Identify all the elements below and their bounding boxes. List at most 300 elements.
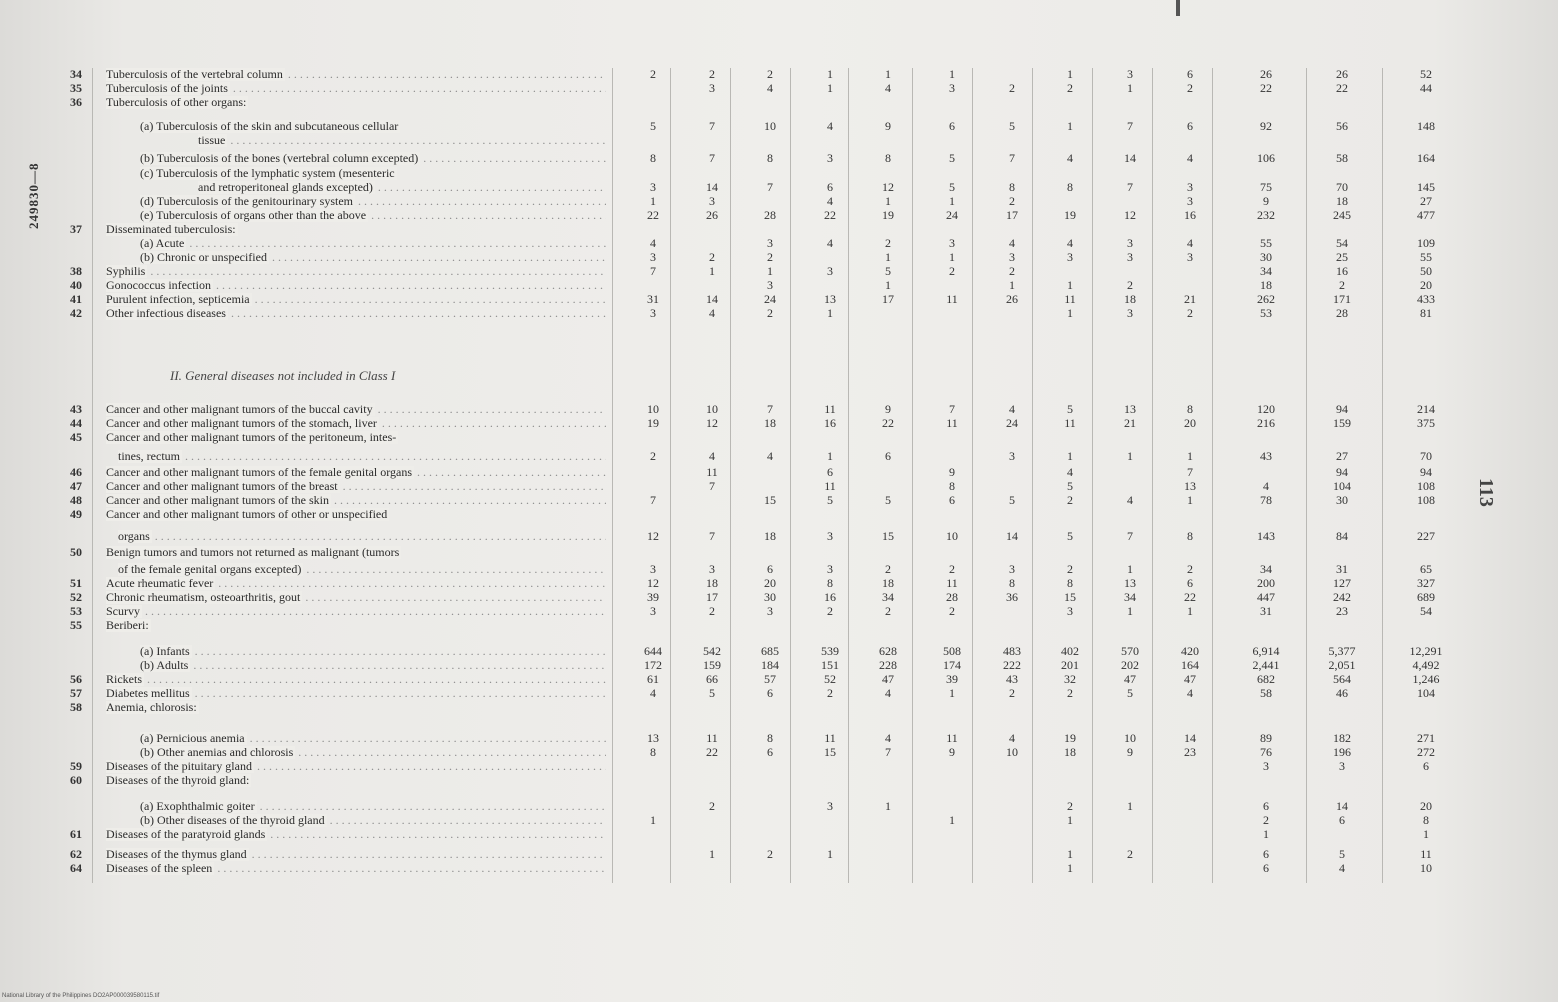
- value-cell: 24: [764, 292, 776, 306]
- value-cell: 4: [885, 731, 891, 745]
- row-label-text: (a) Infants: [140, 645, 190, 658]
- value-cell: 39: [946, 672, 958, 686]
- value-cell: 44: [1420, 81, 1432, 95]
- value-cell: 3: [650, 306, 656, 320]
- value-cell: 3: [827, 151, 833, 165]
- value-cell: 8: [1009, 576, 1015, 590]
- row-label: [140, 732, 606, 745]
- value-cell: 2: [1067, 493, 1073, 507]
- value-cell: 21: [1124, 416, 1136, 430]
- row-label: [106, 466, 606, 479]
- value-cell: 18: [1064, 745, 1076, 759]
- table-row: [0, 673, 1558, 686]
- value-cell: 14: [1124, 151, 1136, 165]
- value-cell: 6: [767, 562, 773, 576]
- value-cell: 4: [827, 119, 833, 133]
- value-cell: 7: [709, 119, 715, 133]
- table-row: [0, 431, 1558, 444]
- value-cell: 78: [1260, 493, 1272, 507]
- table-row: [0, 605, 1558, 618]
- value-cell: 6: [1339, 813, 1345, 827]
- value-cell: 3: [827, 562, 833, 576]
- value-cell: 10: [1006, 745, 1018, 759]
- row-label: [140, 746, 606, 759]
- table-row: [0, 450, 1558, 463]
- value-cell: 20: [1184, 416, 1196, 430]
- value-cell: 108: [1417, 493, 1435, 507]
- value-cell: 682: [1257, 672, 1275, 686]
- value-cell: 1: [1067, 861, 1073, 875]
- value-cell: 4: [709, 306, 715, 320]
- value-cell: 11: [1420, 847, 1432, 861]
- value-cell: 2: [709, 250, 715, 264]
- value-cell: 34: [1260, 264, 1272, 278]
- value-cell: 7: [709, 479, 715, 493]
- value-cell: 2: [709, 799, 715, 813]
- value-cell: 214: [1417, 402, 1435, 416]
- value-cell: 4: [1187, 236, 1193, 250]
- value-cell: 18: [882, 576, 894, 590]
- value-cell: 16: [1336, 264, 1348, 278]
- row-label: [106, 760, 606, 773]
- row-number: 49: [70, 507, 82, 521]
- value-cell: 1: [1067, 306, 1073, 320]
- value-cell: 3: [1187, 250, 1193, 264]
- value-cell: 27: [1420, 194, 1432, 208]
- value-cell: 483: [1003, 644, 1021, 658]
- value-cell: 22: [706, 745, 718, 759]
- value-cell: 11: [1064, 416, 1076, 430]
- value-cell: 2: [709, 604, 715, 618]
- value-cell: 7: [1127, 119, 1133, 133]
- value-cell: 5: [1009, 119, 1015, 133]
- row-label: [106, 68, 606, 81]
- value-cell: 30: [1336, 493, 1348, 507]
- value-cell: 1: [1067, 847, 1073, 861]
- row-label-text: Cancer and other malignant tumors of the female genital organs: [106, 466, 413, 479]
- row-label: [140, 237, 606, 250]
- row-label: [106, 619, 606, 632]
- value-cell: 39: [647, 590, 659, 604]
- value-cell: 420: [1181, 644, 1199, 658]
- value-cell: 28: [946, 590, 958, 604]
- value-cell: 3: [1127, 67, 1133, 81]
- value-cell: 6: [949, 493, 955, 507]
- value-cell: 4: [650, 236, 656, 250]
- value-cell: 2: [827, 686, 833, 700]
- value-cell: 2: [1187, 81, 1193, 95]
- value-cell: 8: [1067, 576, 1073, 590]
- value-cell: 5: [1127, 686, 1133, 700]
- value-cell: 6: [767, 686, 773, 700]
- table-row: [0, 96, 1558, 109]
- value-cell: 20: [1420, 278, 1432, 292]
- row-number: 40: [70, 278, 82, 292]
- row-label-text: Gonococcus infection: [106, 279, 211, 292]
- value-cell: 7: [1187, 465, 1193, 479]
- row-label-text: (c) Tuberculosis of the lymphatic system (mesenteric: [140, 167, 395, 180]
- value-cell: 3: [1339, 759, 1345, 773]
- value-cell: 15: [882, 529, 894, 543]
- row-label: [106, 417, 606, 430]
- value-cell: 56: [1336, 119, 1348, 133]
- value-cell: 13: [1124, 402, 1136, 416]
- row-label-text: Other infectious diseases: [106, 307, 226, 320]
- value-cell: 2: [1339, 278, 1345, 292]
- value-cell: 17: [706, 590, 718, 604]
- value-cell: 6: [1263, 847, 1269, 861]
- value-cell: 1: [1067, 449, 1073, 463]
- value-cell: 4: [767, 81, 773, 95]
- value-cell: 7: [1127, 529, 1133, 543]
- value-cell: 3: [827, 264, 833, 278]
- value-cell: 1: [1067, 813, 1073, 827]
- row-number: 50: [70, 545, 82, 559]
- value-cell: 8: [650, 151, 656, 165]
- value-cell: 11: [946, 292, 958, 306]
- row-label-text: Diabetes mellitus: [106, 687, 190, 700]
- value-cell: 5: [1067, 402, 1073, 416]
- value-cell: 148: [1417, 119, 1435, 133]
- value-cell: 10: [946, 529, 958, 543]
- value-cell: 508: [943, 644, 961, 658]
- value-cell: 16: [824, 416, 836, 430]
- row-number: 57: [70, 686, 82, 700]
- value-cell: 1: [827, 847, 833, 861]
- value-cell: 6: [827, 465, 833, 479]
- table-row: [0, 134, 1558, 147]
- value-cell: 8: [1009, 180, 1015, 194]
- value-cell: 222: [1003, 658, 1021, 672]
- value-cell: 61: [647, 672, 659, 686]
- row-label-text: (a) Pernicious anemia: [140, 732, 245, 745]
- value-cell: 4: [1009, 402, 1015, 416]
- value-cell: 4: [1009, 731, 1015, 745]
- value-cell: 327: [1417, 576, 1435, 590]
- row-label: [106, 546, 606, 559]
- row-label-text: Purulent infection, septicemia: [106, 293, 250, 306]
- value-cell: 70: [1420, 449, 1432, 463]
- value-cell: 7: [650, 264, 656, 278]
- row-label-text: tissue: [198, 134, 226, 147]
- value-cell: 4: [1339, 861, 1345, 875]
- value-cell: 30: [764, 590, 776, 604]
- value-cell: 3: [650, 604, 656, 618]
- row-label: [106, 480, 606, 493]
- value-cell: 6: [1187, 67, 1193, 81]
- row-label: [140, 645, 606, 658]
- value-cell: 2: [1067, 562, 1073, 576]
- row-label-text: Cancer and other malignant tumors of other or unspecified: [106, 508, 388, 521]
- value-cell: 2: [827, 604, 833, 618]
- row-label: [106, 862, 606, 875]
- value-cell: 689: [1417, 590, 1435, 604]
- row-number: 42: [70, 306, 82, 320]
- table-row: [0, 209, 1558, 222]
- value-cell: 43: [1260, 449, 1272, 463]
- value-cell: 26: [706, 208, 718, 222]
- value-cell: 12: [647, 529, 659, 543]
- table-row: [0, 591, 1558, 604]
- table-row: [0, 659, 1558, 672]
- value-cell: 1: [1127, 449, 1133, 463]
- row-label-text: (a) Exophthalmic goiter: [140, 800, 255, 813]
- value-cell: 10: [1420, 861, 1432, 875]
- value-cell: 7: [709, 151, 715, 165]
- table-row: [0, 848, 1558, 861]
- value-cell: 3: [1067, 250, 1073, 264]
- row-label: [140, 814, 606, 827]
- value-cell: 539: [821, 644, 839, 658]
- value-cell: 31: [647, 292, 659, 306]
- value-cell: 2,441: [1252, 658, 1280, 672]
- table-row: [0, 774, 1558, 787]
- row-number: 61: [70, 827, 82, 841]
- row-label: [198, 181, 606, 194]
- value-cell: 43: [1006, 672, 1018, 686]
- table-row: [0, 223, 1558, 236]
- table-row: [0, 800, 1558, 813]
- value-cell: 13: [647, 731, 659, 745]
- value-cell: 8: [827, 576, 833, 590]
- value-cell: 57: [764, 672, 776, 686]
- value-cell: 25: [1336, 250, 1348, 264]
- row-label-text: and retroperitoneal glands excepted): [198, 181, 373, 194]
- value-cell: 2: [949, 604, 955, 618]
- value-cell: 3: [709, 194, 715, 208]
- value-cell: 54: [1420, 604, 1432, 618]
- table-row: [0, 293, 1558, 306]
- value-cell: 3: [767, 236, 773, 250]
- value-cell: 54: [1336, 236, 1348, 250]
- table-row: [0, 577, 1558, 590]
- value-cell: 1: [1187, 449, 1193, 463]
- value-cell: 28: [1336, 306, 1348, 320]
- value-cell: 4: [1187, 686, 1193, 700]
- value-cell: 3: [1009, 562, 1015, 576]
- page-number: 113: [1475, 478, 1497, 507]
- value-cell: 2,051: [1328, 658, 1356, 672]
- value-cell: 109: [1417, 236, 1435, 250]
- value-cell: 7: [949, 402, 955, 416]
- value-cell: 5: [709, 686, 715, 700]
- value-cell: 2: [885, 604, 891, 618]
- value-cell: 22: [882, 416, 894, 430]
- value-cell: 75: [1260, 180, 1272, 194]
- row-number: 44: [70, 416, 82, 430]
- table-row: [0, 530, 1558, 543]
- value-cell: 28: [764, 208, 776, 222]
- value-cell: 1: [709, 264, 715, 278]
- value-cell: 644: [644, 644, 662, 658]
- value-cell: 542: [703, 644, 721, 658]
- row-label-text: (b) Tuberculosis of the bones (vertebral column excepted): [140, 152, 419, 165]
- value-cell: 34: [1124, 590, 1136, 604]
- row-label-text: Tuberculosis of other organs:: [106, 96, 247, 109]
- value-cell: 23: [1184, 745, 1196, 759]
- value-cell: 1: [949, 194, 955, 208]
- value-cell: 6: [1187, 576, 1193, 590]
- value-cell: 164: [1181, 658, 1199, 672]
- row-label-text: Tuberculosis of the joints: [106, 82, 228, 95]
- table-row: [0, 828, 1558, 841]
- table-row: [0, 687, 1558, 700]
- row-label-text: (b) Adults: [140, 659, 189, 672]
- value-cell: 36: [1006, 590, 1018, 604]
- side-label: 249830—8: [26, 162, 41, 230]
- value-cell: 13: [1124, 576, 1136, 590]
- row-number: 56: [70, 672, 82, 686]
- value-cell: 16: [1184, 208, 1196, 222]
- value-cell: 216: [1257, 416, 1275, 430]
- value-cell: 15: [1064, 590, 1076, 604]
- value-cell: 27: [1336, 449, 1348, 463]
- value-cell: 4,492: [1412, 658, 1440, 672]
- row-label: [106, 577, 606, 590]
- value-cell: 2: [949, 562, 955, 576]
- value-cell: 1: [709, 847, 715, 861]
- table-row: [0, 466, 1558, 479]
- value-cell: 55: [1260, 236, 1272, 250]
- value-cell: 3: [650, 180, 656, 194]
- value-cell: 13: [824, 292, 836, 306]
- table-row: [0, 814, 1558, 827]
- row-label-text: Anemia, chlorosis:: [106, 701, 197, 714]
- value-cell: 8: [767, 151, 773, 165]
- table-row: [0, 120, 1558, 133]
- value-cell: 2: [1067, 81, 1073, 95]
- value-cell: 7: [1009, 151, 1015, 165]
- value-cell: 92: [1260, 119, 1272, 133]
- value-cell: 26: [1006, 292, 1018, 306]
- value-cell: 2: [1263, 813, 1269, 827]
- value-cell: 22: [1336, 81, 1348, 95]
- value-cell: 1: [1067, 67, 1073, 81]
- value-cell: 9: [885, 119, 891, 133]
- table-row: [0, 417, 1558, 430]
- value-cell: 1: [885, 250, 891, 264]
- value-cell: 8: [1187, 402, 1193, 416]
- table-row: [0, 746, 1558, 759]
- value-cell: 24: [1006, 416, 1018, 430]
- table-row: [0, 494, 1558, 507]
- value-cell: 10: [764, 119, 776, 133]
- value-cell: 10: [706, 402, 718, 416]
- value-cell: 6: [827, 180, 833, 194]
- value-cell: 1: [1263, 827, 1269, 841]
- value-cell: 5: [949, 151, 955, 165]
- value-cell: 171: [1333, 292, 1351, 306]
- value-cell: 2: [767, 847, 773, 861]
- value-cell: 685: [761, 644, 779, 658]
- value-cell: 22: [647, 208, 659, 222]
- value-cell: 1: [949, 67, 955, 81]
- row-label-text: Rickets: [106, 673, 142, 686]
- value-cell: 104: [1333, 479, 1351, 493]
- value-cell: 8: [1067, 180, 1073, 194]
- value-cell: 21: [1184, 292, 1196, 306]
- value-cell: 5: [1339, 847, 1345, 861]
- value-cell: 628: [879, 644, 897, 658]
- value-cell: 2: [709, 67, 715, 81]
- value-cell: 232: [1257, 208, 1275, 222]
- value-cell: 14: [1006, 529, 1018, 543]
- value-cell: 32: [1064, 672, 1076, 686]
- row-label: [140, 800, 606, 813]
- row-label: [118, 450, 606, 463]
- value-cell: 94: [1420, 465, 1432, 479]
- value-cell: 202: [1121, 658, 1139, 672]
- row-label: [106, 265, 606, 278]
- value-cell: 15: [764, 493, 776, 507]
- value-cell: 14: [1184, 731, 1196, 745]
- value-cell: 3: [709, 562, 715, 576]
- value-cell: 3: [1127, 306, 1133, 320]
- value-cell: 184: [761, 658, 779, 672]
- value-cell: 3: [767, 604, 773, 618]
- value-cell: 19: [1064, 208, 1076, 222]
- value-cell: 4: [1009, 236, 1015, 250]
- table-row: [0, 279, 1558, 292]
- value-cell: 76: [1260, 745, 1272, 759]
- value-cell: 7: [1127, 180, 1133, 194]
- row-label-text: (a) Acute: [140, 237, 185, 250]
- row-label: [118, 530, 606, 543]
- value-cell: 31: [1260, 604, 1272, 618]
- value-cell: 3: [650, 562, 656, 576]
- value-cell: 89: [1260, 731, 1272, 745]
- row-label-text: Diseases of the spleen: [106, 862, 213, 875]
- table-row: [0, 701, 1558, 714]
- value-cell: 4: [709, 449, 715, 463]
- row-number: 38: [70, 264, 82, 278]
- value-cell: 6: [1187, 119, 1193, 133]
- value-cell: 3: [827, 529, 833, 543]
- value-cell: 9: [949, 745, 955, 759]
- row-label: [140, 195, 606, 208]
- value-cell: 164: [1417, 151, 1435, 165]
- value-cell: 6: [1263, 861, 1269, 875]
- value-cell: 6: [1423, 759, 1429, 773]
- row-label: [106, 605, 606, 618]
- value-cell: 3: [1067, 604, 1073, 618]
- value-cell: 12,291: [1409, 644, 1443, 658]
- value-cell: 14: [706, 180, 718, 194]
- value-cell: 22: [1184, 590, 1196, 604]
- row-number: 60: [70, 773, 82, 787]
- value-cell: 53: [1260, 306, 1272, 320]
- value-cell: 1: [949, 686, 955, 700]
- value-cell: 5: [885, 493, 891, 507]
- value-cell: 3: [1187, 194, 1193, 208]
- row-label: [106, 279, 606, 292]
- value-cell: 6: [885, 449, 891, 463]
- row-label-text: Beriberi:: [106, 619, 149, 632]
- value-cell: 10: [1124, 731, 1136, 745]
- value-cell: 447: [1257, 590, 1275, 604]
- table-row: [0, 760, 1558, 773]
- value-cell: 4: [767, 449, 773, 463]
- value-cell: 262: [1257, 292, 1275, 306]
- value-cell: 11: [824, 402, 836, 416]
- value-cell: 7: [885, 745, 891, 759]
- value-cell: 3: [1127, 250, 1133, 264]
- value-cell: 1: [1067, 278, 1073, 292]
- row-number: 51: [70, 576, 82, 590]
- value-cell: 2: [767, 306, 773, 320]
- row-number: 64: [70, 861, 82, 875]
- row-number: 58: [70, 700, 82, 714]
